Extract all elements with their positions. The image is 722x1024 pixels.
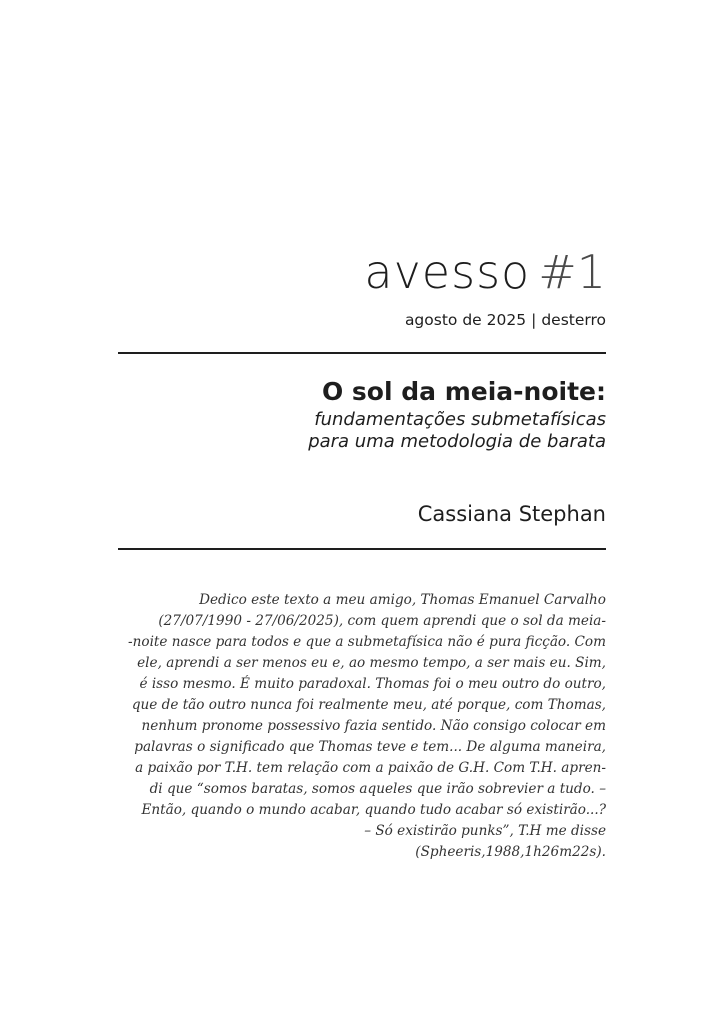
issue-place: desterro bbox=[541, 311, 606, 329]
dedication-line: ele, aprendi a ser menos eu e, ao mesmo tempo, a ser mais eu. Sim, bbox=[137, 655, 606, 671]
dedication-line: palavras o significado que Thomas teve e tem... De alguma maneira, bbox=[134, 739, 606, 755]
issue-meta bbox=[118, 310, 606, 330]
dedication-line: Dedico este texto a meu amigo, Thomas Emanuel Carvalho bbox=[199, 592, 606, 608]
dedication-line: Então, quando o mundo acabar, quando tudo acabar só existirão...? bbox=[141, 802, 606, 818]
article-author: Cassiana Stephan bbox=[417, 502, 606, 526]
dedication-line: é isso mesmo. É muito paradoxal. Thomas foi o meu outro do outro, bbox=[139, 676, 606, 692]
masthead bbox=[118, 244, 606, 300]
article-subtitle bbox=[118, 409, 606, 453]
meta-separator: | bbox=[531, 311, 537, 329]
dedication-line: (27/07/1990 - 27/06/2025), com quem aprendi que o sol da meia- bbox=[158, 613, 606, 629]
dedication-line: que de tão outro nunca foi realmente meu, até porque, com Thomas, bbox=[131, 697, 606, 713]
dedication-line: – Só existirão punks”, T.H me disse bbox=[364, 823, 606, 839]
subtitle-line: para uma metodologia de barata bbox=[308, 431, 606, 452]
issue-date: agosto de 2025 bbox=[404, 311, 527, 329]
dedication-line: -noite nasce para todos e que a submetafísica não é pura ficção. Com bbox=[128, 634, 606, 650]
dedication-line: (Spheeris,1988,1h26m22s). bbox=[415, 844, 606, 860]
subtitle-line: fundamentações submetafísicas bbox=[314, 409, 606, 430]
magazine-title: avesso bbox=[364, 245, 531, 299]
dedication-line: di que “somos baratas, somos aqueles que irão sobrevier a tudo. – bbox=[149, 781, 606, 797]
bottom-divider bbox=[118, 548, 606, 550]
dedication-line: nenhum pronome possessivo fazia sentido. Não consigo colocar em bbox=[141, 718, 606, 734]
top-divider bbox=[118, 352, 606, 354]
issue-number: #1 bbox=[538, 245, 606, 299]
dedication-text bbox=[118, 590, 606, 863]
article-title: O sol da meia-noite: bbox=[321, 377, 606, 406]
dedication-line: a paixão por T.H. tem relação com a paixão de G.H. Com T.H. apren- bbox=[135, 760, 606, 776]
